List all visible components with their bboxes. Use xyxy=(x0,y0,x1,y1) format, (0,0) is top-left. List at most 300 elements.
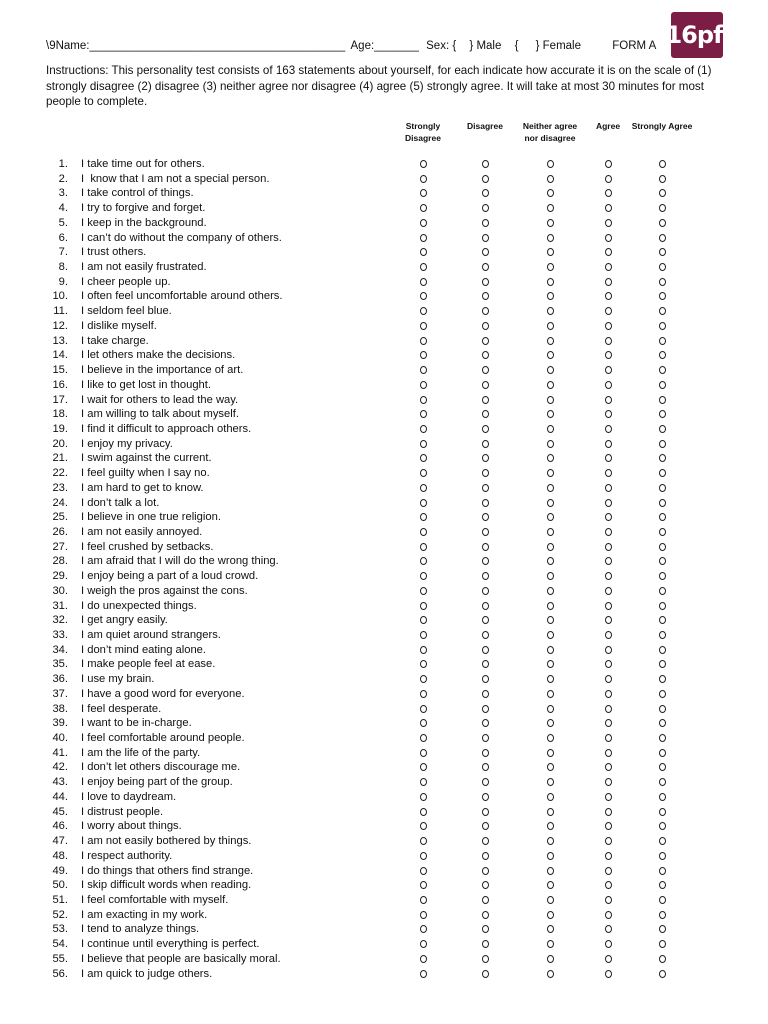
option-neither-radio[interactable] xyxy=(547,734,554,742)
option-disagree-radio[interactable] xyxy=(482,175,489,183)
option-strongly-agree-radio[interactable] xyxy=(659,631,666,639)
option-agree-radio[interactable] xyxy=(605,278,612,286)
option-disagree-radio[interactable] xyxy=(482,616,489,624)
option-disagree-radio[interactable] xyxy=(482,778,489,786)
option-neither-radio[interactable] xyxy=(547,307,554,315)
option-disagree-radio[interactable] xyxy=(482,381,489,389)
option-neither-radio[interactable] xyxy=(547,219,554,227)
option-strongly-agree-radio[interactable] xyxy=(659,469,666,477)
age-field[interactable]: Age:_______ xyxy=(350,40,419,52)
option-disagree-radio[interactable] xyxy=(482,675,489,683)
option-disagree-radio[interactable] xyxy=(482,219,489,227)
option-agree-radio[interactable] xyxy=(605,896,612,904)
option-disagree-radio[interactable] xyxy=(482,307,489,315)
option-neither-radio[interactable] xyxy=(547,292,554,300)
option-agree-radio[interactable] xyxy=(605,351,612,359)
statement-number: 31. xyxy=(52,599,68,612)
option-agree-radio[interactable] xyxy=(605,675,612,683)
option-strongly-disagree-radio[interactable] xyxy=(420,469,427,477)
option-strongly-agree-radio[interactable] xyxy=(659,881,666,889)
option-agree-radio[interactable] xyxy=(605,881,612,889)
option-agree-radio[interactable] xyxy=(605,646,612,654)
option-disagree-radio[interactable] xyxy=(482,587,489,595)
option-neither-radio[interactable] xyxy=(547,366,554,374)
option-agree-radio[interactable] xyxy=(605,160,612,168)
option-neither-radio[interactable] xyxy=(547,204,554,212)
option-neither-radio[interactable] xyxy=(547,410,554,418)
option-strongly-agree-radio[interactable] xyxy=(659,160,666,168)
option-neither-radio[interactable] xyxy=(547,263,554,271)
option-disagree-radio[interactable] xyxy=(482,440,489,448)
option-agree-radio[interactable] xyxy=(605,631,612,639)
option-neither-radio[interactable] xyxy=(547,749,554,757)
option-strongly-agree-radio[interactable] xyxy=(659,366,666,374)
option-disagree-radio[interactable] xyxy=(482,204,489,212)
option-neither-radio[interactable] xyxy=(547,867,554,875)
option-disagree-radio[interactable] xyxy=(482,925,489,933)
option-agree-radio[interactable] xyxy=(605,557,612,565)
option-strongly-disagree-radio[interactable] xyxy=(420,925,427,933)
option-agree-radio[interactable] xyxy=(605,499,612,507)
option-agree-radio[interactable] xyxy=(605,175,612,183)
option-agree-radio[interactable] xyxy=(605,307,612,315)
option-agree-radio[interactable] xyxy=(605,454,612,462)
option-strongly-disagree-radio[interactable] xyxy=(420,278,427,286)
option-strongly-disagree-radio[interactable] xyxy=(420,660,427,668)
option-agree-radio[interactable] xyxy=(605,396,612,404)
option-strongly-disagree-radio[interactable] xyxy=(420,808,427,816)
option-neither-radio[interactable] xyxy=(547,322,554,330)
option-strongly-agree-radio[interactable] xyxy=(659,528,666,536)
option-agree-radio[interactable] xyxy=(605,440,612,448)
option-neither-radio[interactable] xyxy=(547,440,554,448)
option-disagree-radio[interactable] xyxy=(482,234,489,242)
option-strongly-disagree-radio[interactable] xyxy=(420,499,427,507)
option-agree-radio[interactable] xyxy=(605,543,612,551)
option-agree-radio[interactable] xyxy=(605,852,612,860)
option-strongly-agree-radio[interactable] xyxy=(659,557,666,565)
option-agree-radio[interactable] xyxy=(605,292,612,300)
option-neither-radio[interactable] xyxy=(547,587,554,595)
option-strongly-agree-radio[interactable] xyxy=(659,189,666,197)
option-agree-radio[interactable] xyxy=(605,763,612,771)
option-neither-radio[interactable] xyxy=(547,911,554,919)
option-agree-radio[interactable] xyxy=(605,822,612,830)
option-disagree-radio[interactable] xyxy=(482,351,489,359)
option-disagree-radio[interactable] xyxy=(482,160,489,168)
option-strongly-agree-radio[interactable] xyxy=(659,499,666,507)
option-agree-radio[interactable] xyxy=(605,690,612,698)
option-neither-radio[interactable] xyxy=(547,616,554,624)
option-neither-radio[interactable] xyxy=(547,543,554,551)
option-agree-radio[interactable] xyxy=(605,219,612,227)
option-strongly-agree-radio[interactable] xyxy=(659,822,666,830)
option-strongly-agree-radio[interactable] xyxy=(659,175,666,183)
option-agree-radio[interactable] xyxy=(605,867,612,875)
option-neither-radio[interactable] xyxy=(547,940,554,948)
option-strongly-agree-radio[interactable] xyxy=(659,484,666,492)
option-neither-radio[interactable] xyxy=(547,234,554,242)
option-strongly-disagree-radio[interactable] xyxy=(420,587,427,595)
option-disagree-radio[interactable] xyxy=(482,734,489,742)
option-neither-radio[interactable] xyxy=(547,528,554,536)
option-disagree-radio[interactable] xyxy=(482,425,489,433)
option-strongly-disagree-radio[interactable] xyxy=(420,867,427,875)
option-neither-radio[interactable] xyxy=(547,925,554,933)
option-agree-radio[interactable] xyxy=(605,734,612,742)
statement-number: 34. xyxy=(52,643,68,656)
option-strongly-disagree-radio[interactable] xyxy=(420,881,427,889)
option-neither-radio[interactable] xyxy=(547,396,554,404)
option-agree-radio[interactable] xyxy=(605,719,612,727)
option-strongly-agree-radio[interactable] xyxy=(659,705,666,713)
option-strongly-disagree-radio[interactable] xyxy=(420,484,427,492)
option-strongly-agree-radio[interactable] xyxy=(659,307,666,315)
option-strongly-disagree-radio[interactable] xyxy=(420,219,427,227)
option-strongly-disagree-radio[interactable] xyxy=(420,234,427,242)
option-agree-radio[interactable] xyxy=(605,749,612,757)
female-option[interactable]: } Female xyxy=(535,40,582,52)
option-disagree-radio[interactable] xyxy=(482,631,489,639)
option-disagree-radio[interactable] xyxy=(482,852,489,860)
option-neither-radio[interactable] xyxy=(547,896,554,904)
option-strongly-disagree-radio[interactable] xyxy=(420,351,427,359)
option-strongly-disagree-radio[interactable] xyxy=(420,749,427,757)
option-strongly-disagree-radio[interactable] xyxy=(420,292,427,300)
option-agree-radio[interactable] xyxy=(605,793,612,801)
option-disagree-radio[interactable] xyxy=(482,793,489,801)
option-strongly-agree-radio[interactable] xyxy=(659,410,666,418)
option-neither-radio[interactable] xyxy=(547,837,554,845)
option-neither-radio[interactable] xyxy=(547,690,554,698)
option-strongly-disagree-radio[interactable] xyxy=(420,528,427,536)
option-strongly-agree-radio[interactable] xyxy=(659,616,666,624)
option-strongly-agree-radio[interactable] xyxy=(659,587,666,595)
option-strongly-agree-radio[interactable] xyxy=(659,440,666,448)
statement-text: I feel comfortable with myself. xyxy=(81,893,229,906)
option-neither-radio[interactable] xyxy=(547,572,554,580)
statement-row xyxy=(0,922,768,937)
option-neither-radio[interactable] xyxy=(547,660,554,668)
option-strongly-agree-radio[interactable] xyxy=(659,337,666,345)
option-strongly-agree-radio[interactable] xyxy=(659,719,666,727)
option-neither-radio[interactable] xyxy=(547,513,554,521)
option-disagree-radio[interactable] xyxy=(482,484,489,492)
option-strongly-agree-radio[interactable] xyxy=(659,602,666,610)
option-strongly-agree-radio[interactable] xyxy=(659,543,666,551)
option-strongly-disagree-radio[interactable] xyxy=(420,763,427,771)
option-disagree-radio[interactable] xyxy=(482,469,489,477)
option-strongly-agree-radio[interactable] xyxy=(659,660,666,668)
option-strongly-disagree-radio[interactable] xyxy=(420,955,427,963)
option-disagree-radio[interactable] xyxy=(482,602,489,610)
option-agree-radio[interactable] xyxy=(605,602,612,610)
option-disagree-radio[interactable] xyxy=(482,911,489,919)
option-strongly-disagree-radio[interactable] xyxy=(420,175,427,183)
option-strongly-disagree-radio[interactable] xyxy=(420,970,427,978)
option-disagree-radio[interactable] xyxy=(482,572,489,580)
option-disagree-radio[interactable] xyxy=(482,337,489,345)
option-strongly-disagree-radio[interactable] xyxy=(420,705,427,713)
option-strongly-agree-radio[interactable] xyxy=(659,513,666,521)
option-strongly-disagree-radio[interactable] xyxy=(420,778,427,786)
option-disagree-radio[interactable] xyxy=(482,292,489,300)
option-strongly-agree-radio[interactable] xyxy=(659,763,666,771)
option-strongly-agree-radio[interactable] xyxy=(659,425,666,433)
option-agree-radio[interactable] xyxy=(605,572,612,580)
option-disagree-radio[interactable] xyxy=(482,646,489,654)
option-strongly-agree-radio[interactable] xyxy=(659,896,666,904)
option-disagree-radio[interactable] xyxy=(482,248,489,256)
option-agree-radio[interactable] xyxy=(605,970,612,978)
option-strongly-disagree-radio[interactable] xyxy=(420,189,427,197)
option-strongly-disagree-radio[interactable] xyxy=(420,322,427,330)
option-disagree-radio[interactable] xyxy=(482,867,489,875)
option-strongly-disagree-radio[interactable] xyxy=(420,263,427,271)
option-disagree-radio[interactable] xyxy=(482,763,489,771)
statement-number: 56. xyxy=(52,967,68,980)
option-agree-radio[interactable] xyxy=(605,513,612,521)
option-neither-radio[interactable] xyxy=(547,248,554,256)
option-disagree-radio[interactable] xyxy=(482,396,489,404)
option-strongly-agree-radio[interactable] xyxy=(659,263,666,271)
option-strongly-agree-radio[interactable] xyxy=(659,970,666,978)
option-agree-radio[interactable] xyxy=(605,337,612,345)
option-disagree-radio[interactable] xyxy=(482,970,489,978)
option-neither-radio[interactable] xyxy=(547,484,554,492)
option-neither-radio[interactable] xyxy=(547,602,554,610)
option-disagree-radio[interactable] xyxy=(482,499,489,507)
option-strongly-agree-radio[interactable] xyxy=(659,219,666,227)
option-disagree-radio[interactable] xyxy=(482,454,489,462)
option-strongly-disagree-radio[interactable] xyxy=(420,410,427,418)
option-disagree-radio[interactable] xyxy=(482,881,489,889)
option-strongly-disagree-radio[interactable] xyxy=(420,366,427,374)
option-neither-radio[interactable] xyxy=(547,808,554,816)
option-neither-radio[interactable] xyxy=(547,763,554,771)
option-strongly-disagree-radio[interactable] xyxy=(420,837,427,845)
option-strongly-agree-radio[interactable] xyxy=(659,396,666,404)
option-strongly-agree-radio[interactable] xyxy=(659,351,666,359)
option-agree-radio[interactable] xyxy=(605,469,612,477)
option-disagree-radio[interactable] xyxy=(482,410,489,418)
option-strongly-disagree-radio[interactable] xyxy=(420,602,427,610)
option-strongly-agree-radio[interactable] xyxy=(659,690,666,698)
option-disagree-radio[interactable] xyxy=(482,749,489,757)
option-strongly-disagree-radio[interactable] xyxy=(420,690,427,698)
option-neither-radio[interactable] xyxy=(547,675,554,683)
option-strongly-disagree-radio[interactable] xyxy=(420,719,427,727)
option-disagree-radio[interactable] xyxy=(482,528,489,536)
statement-row xyxy=(0,510,768,525)
option-strongly-disagree-radio[interactable] xyxy=(420,543,427,551)
option-disagree-radio[interactable] xyxy=(482,940,489,948)
option-strongly-agree-radio[interactable] xyxy=(659,793,666,801)
option-strongly-agree-radio[interactable] xyxy=(659,292,666,300)
name-field[interactable]: \9Name:________________________________________ xyxy=(46,40,346,52)
option-strongly-disagree-radio[interactable] xyxy=(420,160,427,168)
statement-row xyxy=(0,216,768,231)
option-disagree-radio[interactable] xyxy=(482,189,489,197)
option-strongly-agree-radio[interactable] xyxy=(659,837,666,845)
option-agree-radio[interactable] xyxy=(605,955,612,963)
option-disagree-radio[interactable] xyxy=(482,660,489,668)
option-neither-radio[interactable] xyxy=(547,881,554,889)
option-disagree-radio[interactable] xyxy=(482,808,489,816)
option-strongly-disagree-radio[interactable] xyxy=(420,454,427,462)
option-disagree-radio[interactable] xyxy=(482,690,489,698)
option-strongly-agree-radio[interactable] xyxy=(659,204,666,212)
option-neither-radio[interactable] xyxy=(547,425,554,433)
option-agree-radio[interactable] xyxy=(605,808,612,816)
option-neither-radio[interactable] xyxy=(547,454,554,462)
option-strongly-disagree-radio[interactable] xyxy=(420,572,427,580)
option-strongly-agree-radio[interactable] xyxy=(659,572,666,580)
statement-text: I use my brain. xyxy=(81,673,155,686)
option-neither-radio[interactable] xyxy=(547,955,554,963)
option-disagree-radio[interactable] xyxy=(482,719,489,727)
option-strongly-disagree-radio[interactable] xyxy=(420,440,427,448)
option-strongly-agree-radio[interactable] xyxy=(659,454,666,462)
option-agree-radio[interactable] xyxy=(605,322,612,330)
option-strongly-disagree-radio[interactable] xyxy=(420,734,427,742)
option-neither-radio[interactable] xyxy=(547,778,554,786)
option-disagree-radio[interactable] xyxy=(482,278,489,286)
column-header-strongly-disagree: Strongly Disagree xyxy=(405,121,441,143)
option-disagree-radio[interactable] xyxy=(482,822,489,830)
option-strongly-agree-radio[interactable] xyxy=(659,675,666,683)
option-agree-radio[interactable] xyxy=(605,778,612,786)
option-strongly-disagree-radio[interactable] xyxy=(420,822,427,830)
option-neither-radio[interactable] xyxy=(547,793,554,801)
statement-row xyxy=(0,245,768,260)
option-strongly-agree-radio[interactable] xyxy=(659,867,666,875)
option-strongly-disagree-radio[interactable] xyxy=(420,425,427,433)
option-strongly-disagree-radio[interactable] xyxy=(420,557,427,565)
male-option[interactable]: } Male xyxy=(469,40,502,52)
option-strongly-agree-radio[interactable] xyxy=(659,940,666,948)
option-agree-radio[interactable] xyxy=(605,925,612,933)
option-agree-radio[interactable] xyxy=(605,263,612,271)
option-strongly-disagree-radio[interactable] xyxy=(420,513,427,521)
option-strongly-disagree-radio[interactable] xyxy=(420,631,427,639)
statement-row xyxy=(0,775,768,790)
option-agree-radio[interactable] xyxy=(605,410,612,418)
option-neither-radio[interactable] xyxy=(547,852,554,860)
option-strongly-agree-radio[interactable] xyxy=(659,381,666,389)
option-strongly-disagree-radio[interactable] xyxy=(420,381,427,389)
option-strongly-disagree-radio[interactable] xyxy=(420,675,427,683)
option-strongly-disagree-radio[interactable] xyxy=(420,793,427,801)
option-neither-radio[interactable] xyxy=(547,351,554,359)
option-agree-radio[interactable] xyxy=(605,484,612,492)
option-agree-radio[interactable] xyxy=(605,911,612,919)
option-strongly-agree-radio[interactable] xyxy=(659,234,666,242)
option-neither-radio[interactable] xyxy=(547,557,554,565)
option-agree-radio[interactable] xyxy=(605,940,612,948)
option-strongly-agree-radio[interactable] xyxy=(659,248,666,256)
option-neither-radio[interactable] xyxy=(547,337,554,345)
option-agree-radio[interactable] xyxy=(605,705,612,713)
option-agree-radio[interactable] xyxy=(605,616,612,624)
option-neither-radio[interactable] xyxy=(547,822,554,830)
option-disagree-radio[interactable] xyxy=(482,896,489,904)
option-strongly-disagree-radio[interactable] xyxy=(420,204,427,212)
option-neither-radio[interactable] xyxy=(547,381,554,389)
option-strongly-disagree-radio[interactable] xyxy=(420,896,427,904)
option-disagree-radio[interactable] xyxy=(482,263,489,271)
option-strongly-agree-radio[interactable] xyxy=(659,955,666,963)
statement-row xyxy=(0,599,768,614)
option-disagree-radio[interactable] xyxy=(482,837,489,845)
option-agree-radio[interactable] xyxy=(605,189,612,197)
option-neither-radio[interactable] xyxy=(547,189,554,197)
option-strongly-disagree-radio[interactable] xyxy=(420,911,427,919)
option-neither-radio[interactable] xyxy=(547,160,554,168)
option-agree-radio[interactable] xyxy=(605,381,612,389)
option-neither-radio[interactable] xyxy=(547,175,554,183)
option-strongly-agree-radio[interactable] xyxy=(659,852,666,860)
option-neither-radio[interactable] xyxy=(547,469,554,477)
option-strongly-agree-radio[interactable] xyxy=(659,749,666,757)
option-agree-radio[interactable] xyxy=(605,587,612,595)
statement-text: I am hard to get to know. xyxy=(81,481,204,494)
statement-row xyxy=(0,584,768,599)
statement-text: I know that I am not a special person. xyxy=(81,172,270,185)
option-strongly-disagree-radio[interactable] xyxy=(420,396,427,404)
option-agree-radio[interactable] xyxy=(605,837,612,845)
option-disagree-radio[interactable] xyxy=(482,366,489,374)
option-strongly-agree-radio[interactable] xyxy=(659,778,666,786)
option-neither-radio[interactable] xyxy=(547,499,554,507)
option-strongly-disagree-radio[interactable] xyxy=(420,337,427,345)
option-agree-radio[interactable] xyxy=(605,660,612,668)
option-strongly-disagree-radio[interactable] xyxy=(420,646,427,654)
option-neither-radio[interactable] xyxy=(547,970,554,978)
option-strongly-agree-radio[interactable] xyxy=(659,808,666,816)
option-strongly-agree-radio[interactable] xyxy=(659,911,666,919)
option-disagree-radio[interactable] xyxy=(482,543,489,551)
option-neither-radio[interactable] xyxy=(547,705,554,713)
option-disagree-radio[interactable] xyxy=(482,513,489,521)
option-neither-radio[interactable] xyxy=(547,719,554,727)
option-agree-radio[interactable] xyxy=(605,204,612,212)
option-neither-radio[interactable] xyxy=(547,646,554,654)
option-agree-radio[interactable] xyxy=(605,366,612,374)
option-strongly-agree-radio[interactable] xyxy=(659,278,666,286)
option-neither-radio[interactable] xyxy=(547,631,554,639)
option-strongly-disagree-radio[interactable] xyxy=(420,248,427,256)
option-strongly-disagree-radio[interactable] xyxy=(420,940,427,948)
option-strongly-disagree-radio[interactable] xyxy=(420,852,427,860)
option-agree-radio[interactable] xyxy=(605,528,612,536)
option-strongly-agree-radio[interactable] xyxy=(659,322,666,330)
option-disagree-radio[interactable] xyxy=(482,322,489,330)
option-strongly-disagree-radio[interactable] xyxy=(420,307,427,315)
option-neither-radio[interactable] xyxy=(547,278,554,286)
option-agree-radio[interactable] xyxy=(605,234,612,242)
statement-number: 28. xyxy=(52,555,68,568)
option-strongly-agree-radio[interactable] xyxy=(659,925,666,933)
option-disagree-radio[interactable] xyxy=(482,705,489,713)
option-disagree-radio[interactable] xyxy=(482,955,489,963)
option-agree-radio[interactable] xyxy=(605,248,612,256)
option-strongly-agree-radio[interactable] xyxy=(659,646,666,654)
option-agree-radio[interactable] xyxy=(605,425,612,433)
option-strongly-agree-radio[interactable] xyxy=(659,734,666,742)
option-strongly-disagree-radio[interactable] xyxy=(420,616,427,624)
option-disagree-radio[interactable] xyxy=(482,557,489,565)
